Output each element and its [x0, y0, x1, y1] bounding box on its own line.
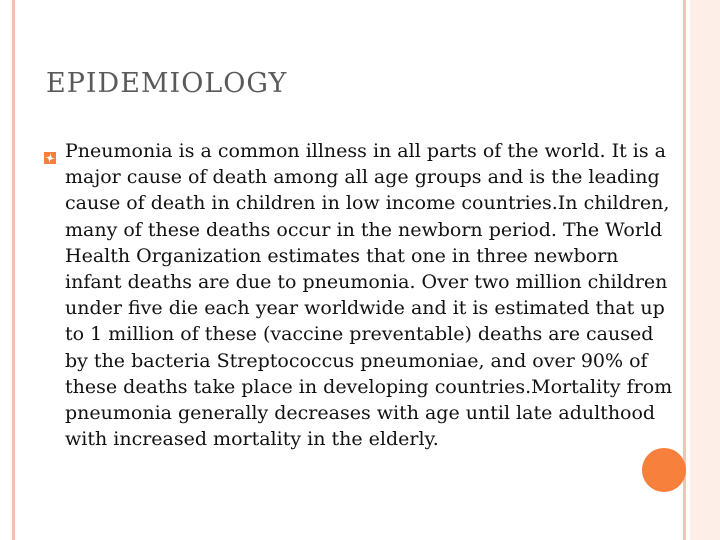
decorative-orange-circle	[642, 448, 686, 492]
slide-title: EPIDEMIOLOGY	[46, 68, 288, 99]
bullet-list	[44, 138, 680, 452]
bullet-text: Pneumonia is a common illness in all parts of the world. It is a major cause of death among all age groups and is the leading cause of death in children in low income countries.In children, many of these deaths occur in the newborn period. The World Health Organization estimates that one in three newborn infant deaths are due to pneumonia. Over two million children under five die each year worldwide and it is estimated that up to 1 million of these (vaccine preventable) deaths are caused by the bacteria Streptococcus pneumoniae, and over 90% of these deaths take place in developing countries.Mortality from pneumonia generally decreases with age until late adulthood with increased mortality in the elderly.	[65, 140, 673, 451]
bullet-item	[44, 138, 680, 452]
slide-border-left	[12, 0, 15, 540]
slide-border-band	[690, 0, 720, 540]
pinwheel-bullet-icon	[44, 145, 56, 157]
